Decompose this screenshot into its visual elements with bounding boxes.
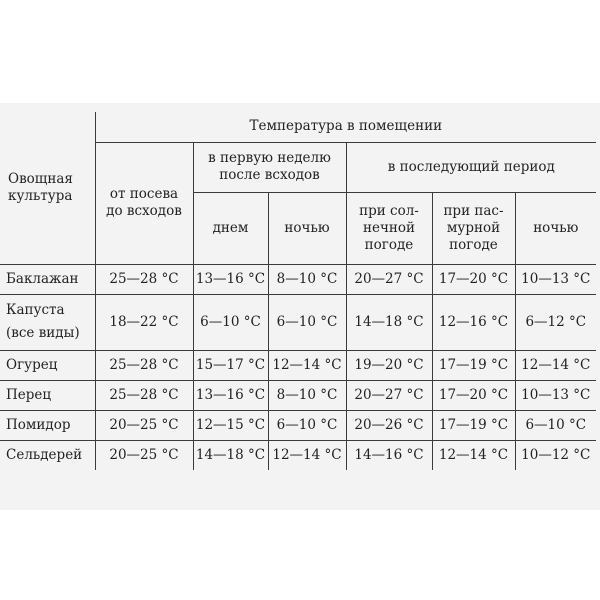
table-row [0, 410, 596, 440]
day-column-header: днем [193, 192, 268, 264]
cloudy-header-line: погоде [449, 236, 498, 253]
later-night-column-header: ночью [515, 192, 596, 264]
crop-header-line: Овощная [8, 170, 73, 187]
sunny-temp-cell: 20—26 °С [346, 410, 432, 440]
sunny-header-line: нечной [362, 219, 416, 236]
week-night-temp-cell: 6—10 °С [268, 410, 346, 440]
sowing-temp-cell: 18—22 °С [95, 294, 193, 350]
sunny-temp-cell: 20—27 °С [346, 264, 432, 294]
crop-name-cell [0, 264, 95, 294]
cloudy-temp-cell: 17—19 °С [432, 410, 515, 440]
night-temp-cell: 10—13 °С [515, 264, 596, 294]
week-day-temp-cell: 13—16 °С [193, 264, 268, 294]
table-row [0, 350, 596, 380]
sunny-temp-cell: 20—27 °С [346, 380, 432, 410]
crop-column-header [0, 112, 95, 264]
first-week-header-line: после всходов [219, 167, 320, 183]
sowing-header-line: от посева [109, 186, 179, 202]
night-temp-cell: 12—14 °С [515, 350, 596, 380]
sunny-temp-cell: 19—20 °С [346, 350, 432, 380]
week-day-temp-cell: 15—17 °С [193, 350, 268, 380]
week-day-temp-cell: 13—16 °С [193, 380, 268, 410]
night-column-header: ночью [268, 192, 346, 264]
night-temp-cell: 10—12 °С [515, 440, 596, 470]
cloudy-temp-cell: 17—20 °С [432, 380, 515, 410]
crop-name-line: Огурец [6, 356, 58, 373]
table-row [0, 264, 596, 294]
sowing-temp-cell: 20—25 °С [95, 440, 193, 470]
crop-name-cell [0, 410, 95, 440]
crop-name-cell [0, 294, 95, 350]
crop-name-line: Сельдерей [6, 446, 83, 463]
sunny-weather-column-header [346, 192, 432, 264]
cloudy-temp-cell: 17—19 °С [432, 350, 515, 380]
crop-name-line: Перец [6, 386, 52, 403]
crop-header-line: культура [8, 187, 73, 204]
night-temp-cell: 6—12 °С [515, 294, 596, 350]
sowing-header-line: до всходов [106, 203, 182, 219]
week-night-temp-cell: 12—14 °С [268, 440, 346, 470]
sowing-temp-cell: 25—28 °С [95, 380, 193, 410]
week-night-temp-cell: 8—10 °С [268, 264, 346, 294]
week-day-temp-cell: 14—18 °С [193, 440, 268, 470]
table-header [0, 112, 596, 264]
crop-name-line: Помидор [6, 416, 71, 433]
sunny-header-line: погоде [364, 236, 414, 253]
cloudy-weather-column-header [432, 192, 515, 264]
sowing-temp-cell: 20—25 °С [95, 410, 193, 440]
cloudy-temp-cell: 12—14 °С [432, 440, 515, 470]
crop-name-line: (все виды) [6, 325, 80, 341]
table-body [0, 264, 596, 470]
cloudy-header-line: мурной [446, 219, 501, 236]
first-week-group-header [193, 142, 346, 192]
night-temp-cell: 6—10 °С [515, 410, 596, 440]
table-row [0, 440, 596, 470]
later-period-group-header: в последующий период [346, 142, 596, 192]
week-night-temp-cell: 6—10 °С [268, 294, 346, 350]
table-row [0, 380, 596, 410]
sowing-column-header [95, 142, 193, 264]
table-row [0, 294, 596, 350]
temperature-group-header: Температура в помещении [95, 112, 596, 142]
crop-name-line: Капуста [6, 302, 65, 318]
week-day-temp-cell: 12—15 °С [193, 410, 268, 440]
cloudy-header-line: при пас- [443, 202, 504, 219]
week-night-temp-cell: 12—14 °С [268, 350, 346, 380]
week-night-temp-cell: 8—10 °С [268, 380, 346, 410]
crop-name-cell [0, 350, 95, 380]
night-temp-cell: 10—13 °С [515, 380, 596, 410]
week-day-temp-cell: 6—10 °С [193, 294, 268, 350]
header-row-1 [0, 112, 596, 142]
sunny-temp-cell: 14—16 °С [346, 440, 432, 470]
crop-name-cell [0, 440, 95, 470]
sunny-temp-cell: 14—18 °С [346, 294, 432, 350]
crop-name-line: Баклажан [6, 270, 79, 287]
crop-name-cell [0, 380, 95, 410]
sowing-temp-cell: 25—28 °С [95, 350, 193, 380]
cloudy-temp-cell: 12—16 °С [432, 294, 515, 350]
cloudy-temp-cell: 17—20 °С [432, 264, 515, 294]
first-week-header-line: в первую неделю [208, 150, 331, 166]
sunny-header-line: при сол- [359, 202, 419, 219]
sowing-temp-cell: 25—28 °С [95, 264, 193, 294]
temperature-table [0, 112, 596, 470]
